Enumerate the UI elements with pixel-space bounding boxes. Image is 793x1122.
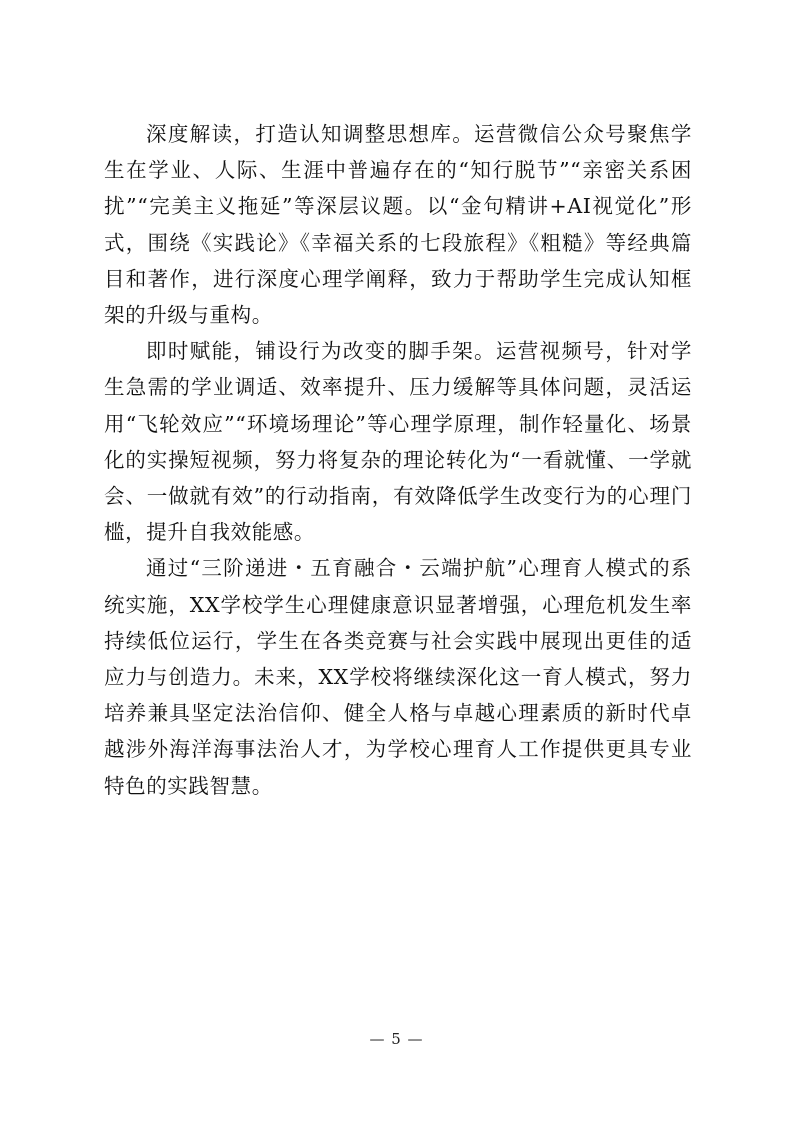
paragraph-deep-interpretation: 深度解读，打造认知调整思想库。运营微信公众号聚焦学生在学业、人际、生涯中普遍存在的“知行脱节”“亲密关系困扰”“完美主义拖延”等深层议题。以“金句精讲+AI视觉化”形式，围绕《实践论》《幸福关系的七段旅程》《粗糙》等经典篇目和著作，进行深度心理学阐释，致力于帮助学生完成认知框架的升级与重构。 [104,122,692,328]
document-body [104,116,692,804]
page-number: — 5 — [369,1030,424,1048]
paragraph-conclusion: 通过“三阶递进・五育融合・云端护航”心理育人模式的系统实施，XX学校学生心理健康意识显著增强，心理危机发生率持续低位运行，学生在各类竞赛与社会实践中展现出更佳的适应力与创造力。未来，XX学校将继续深化这一育人模式，努力培养兼具坚定法治信仰、健全人格与卓越心理素质的新时代卓越涉外海洋海事法治人才，为学校心理育人工作提供更具专业特色的实践智慧。 [104,556,692,798]
paragraph-instant-empowerment: 即时赋能，铺设行为改变的脚手架。运营视频号，针对学生急需的学业调适、效率提升、压力缓解等具体问题，灵活运用“飞轮效应”“环境场理论”等心理学原理，制作轻量化、场景化的实操短视频，努力将复杂的理论转化为“一看就懂、一学就会、一做就有效”的行动指南，有效降低学生改变行为的心理门槛，提升自我效能感。 [104,339,692,545]
